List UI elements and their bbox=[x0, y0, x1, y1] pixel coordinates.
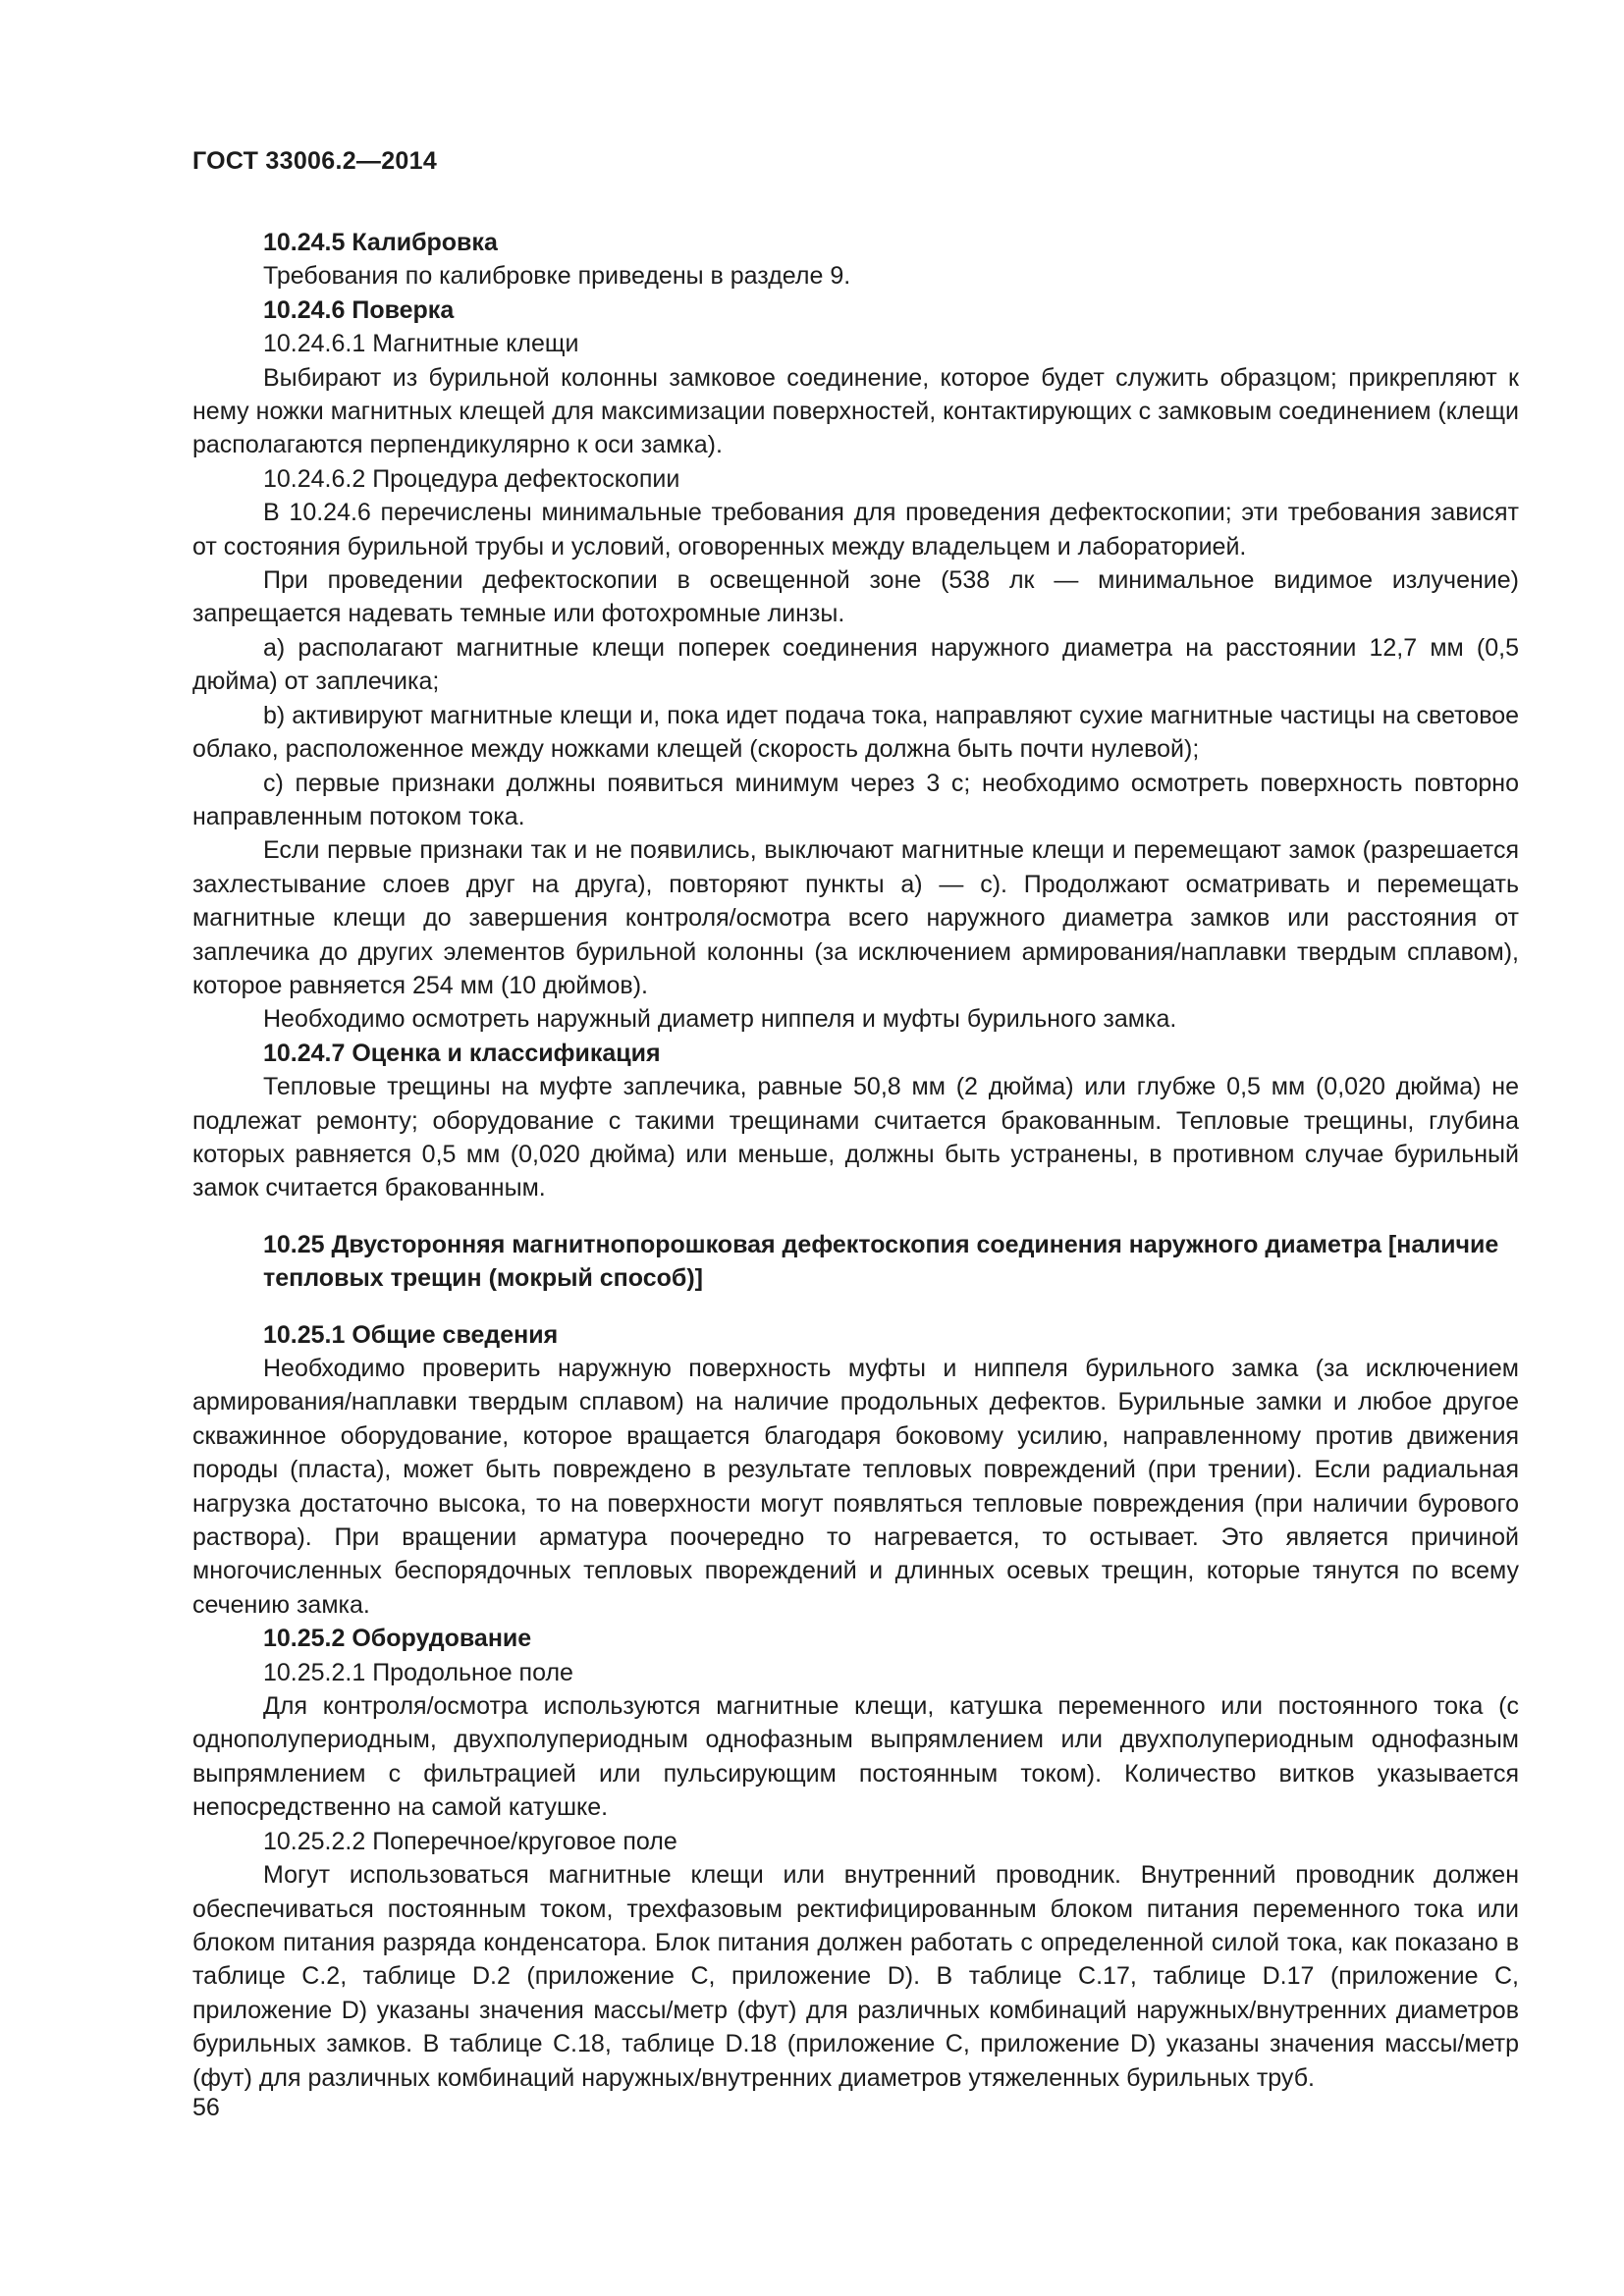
body-paragraph: 10.25.2.2 Поперечное/круговое поле bbox=[263, 1827, 677, 1855]
body-paragraph: Требования по калибровке приведены в разделе 9. bbox=[263, 262, 851, 291]
body-paragraph: В 10.24.6 перечислены минимальные требования для проведения дефектоскопии; эти требования зависят от состояния бурильной трубы и условий, оговоренных между владельцем и лабораторией. bbox=[192, 499, 1519, 561]
body-paragraph: Для контроля/осмотра используются магнитные клещи, катушка переменного или постоянного тока (с однополупериодным, двухполупериодным однофазным выпрямлением или двухполупериодным однофазным выпрямлением с фильтрацией или пульсирующим постоянным током). Количество витков указывается непосредственно на самой катушке. bbox=[192, 1692, 1519, 1822]
section-heading: 10.25.2 Оборудование bbox=[263, 1625, 532, 1653]
section-heading: 10.25.1 Общие сведения bbox=[263, 1320, 559, 1349]
body-paragraph: Выбирают из бурильной колонны замковое соединение, которое будет служить образцом; прикрепляют к нему ножки магнитных клещей для максимизации поверхностей, контактирующих с замковым соединением (клещи располагаются перпендикулярно к оси замка). bbox=[192, 363, 1519, 459]
body-paragraph: a) располагают магнитные клещи поперек соединения наружного диаметра на расстоянии 12,7 мм (0,5 дюйма) от заплечика; bbox=[192, 633, 1519, 696]
body-paragraph: b) активируют магнитные клещи и, пока идет подача тока, направляют сухие магнитные частицы на световое облако, расположенное между ножками клещей (скорость должна быть почти нулевой); bbox=[192, 701, 1519, 764]
body-paragraph: Тепловые трещины на муфте заплечика, равные 50,8 мм (2 дюйма) или глубже 0,5 мм (0,020 дюйма) не подлежат ремонту; оборудование с такими трещинами считается бракованным. Тепловые трещины, глубина которых равняется 0,5 мм (0,020 дюйма) или меньше, должны быть устранены, в противном случае бурильный замок считается бракованным. bbox=[192, 1073, 1519, 1202]
body-paragraph: При проведении дефектоскопии в освещенной зоне (538 лк — минимальное видимое излучение) запрещается надевать темные или фотохромные линзы. bbox=[192, 566, 1519, 628]
body-paragraph: Могут использоваться магнитные клещи или внутренний проводник. Внутренний проводник должен обеспечиваться постоянным током, трехфазовым ректифицированным блоком питания переменного тока или блоком питания разряда конденсатора. Блок питания должен работать с определенной силой тока, как показано в таблице С.2, таблице D.2 (приложение С, приложение D). В таблице С.17, таблице D.17 (приложение С, приложение D) указаны значения массы/метр (фут) для различных комбинаций наружных/внутренних диаметров бурильных замков. В таблице С.18, таблице D.18 (приложение С, приложение D) указаны значения массы/метр (фут) для различных комбинаций наружных/внутренних диаметров утяжеленных бурильных труб. bbox=[192, 1861, 1519, 2092]
section-heading: 10.24.7 Оценка и классификация bbox=[263, 1039, 661, 1067]
body-paragraph: Если первые признаки так и не появились, выключают магнитные клещи и перемещают замок (разрешается захлестывание слоев друг на друга), повторяют пункты а) — с). Продолжают осматривать и перемещать магнитные клещи до завершения контроля/осмотра всего наружного диаметра замков или расстояния от заплечика до других элементов бурильной колонны (за исключением армирования/наплавки твердым сплавом), которое равняется 254 мм (10 дюймов). bbox=[192, 836, 1519, 999]
body-paragraph: 10.24.6.2 Процедура дефектоскопии bbox=[263, 464, 680, 493]
body-paragraph: 10.24.6.1 Магнитные клещи bbox=[263, 330, 579, 358]
major-section-heading: 10.25 Двусторонняя магнитнопорошковая дефектоскопия соединения наружного диаметра [наличие тепловых трещин (мокрый способ)] bbox=[263, 1230, 1499, 1293]
document-body bbox=[192, 226, 1519, 2095]
section-heading: 10.24.5 Калибровка bbox=[263, 229, 498, 256]
body-paragraph: Необходимо проверить наружную поверхность муфты и ниппеля бурильного замка (за исключением армирования/наплавки твердым сплавом) на наличие продольных дефектов. Бурильные замки и любое другое скважинное оборудование, которое вращается благодаря боковому усилию, направленному против движения породы (пласта), может быть повреждено в результате тепловых повреждений (при трении). Если радиальная нагрузка достаточно высока, то на поверхности могут появляться тепловые повреждения (при наличии бурового раствора). При вращении арматура поочередно то нагревается, то остывает. Это является причиной многочисленных беспорядочных тепловых пвореждений и длинных осевых трещин, которые тянутся по всему сечению замка. bbox=[192, 1355, 1519, 1619]
body-paragraph: c) первые признаки должны появиться минимум через 3 с; необходимо осмотреть поверхность повторно направленным потоком тока. bbox=[192, 769, 1519, 830]
body-paragraph: 10.25.2.1 Продольное поле bbox=[263, 1658, 573, 1686]
body-paragraph: Необходимо осмотреть наружный диаметр ниппеля и муфты бурильного замка. bbox=[263, 1005, 1177, 1034]
document-header: ГОСТ 33006.2—2014 bbox=[192, 147, 438, 175]
section-heading: 10.24.6 Поверка bbox=[263, 295, 455, 324]
page-number: 56 bbox=[192, 2094, 220, 2121]
